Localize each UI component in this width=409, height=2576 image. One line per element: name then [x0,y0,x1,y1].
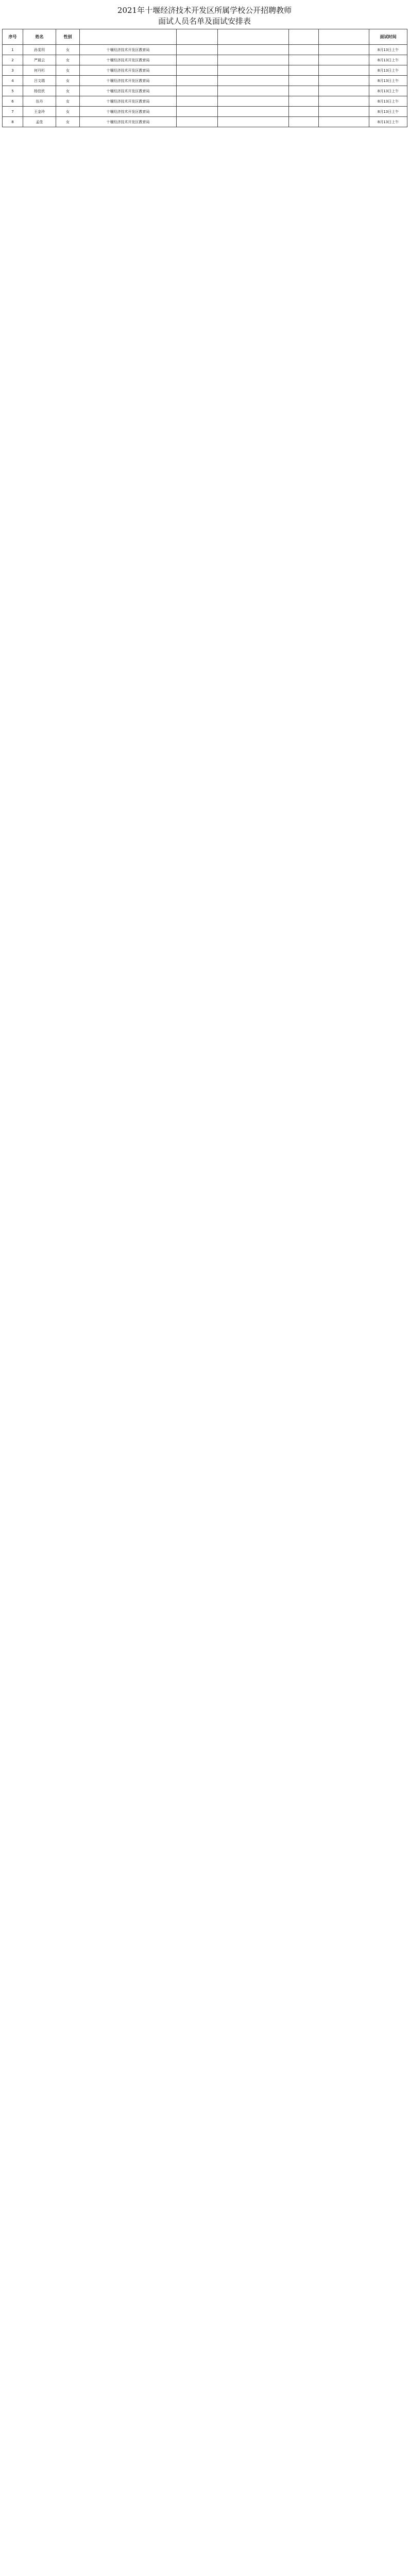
table-cell [319,86,369,96]
table-cell: 吕文瑞 [23,76,56,86]
table-cell [177,65,218,76]
table-cell: 1 [3,45,23,55]
table-cell [218,76,289,86]
table-cell: 8月13日上午 [369,117,407,127]
table-cell [319,55,369,65]
table-cell [218,65,289,76]
header-cell [177,29,218,45]
table-cell: 十堰经济技术开发区教育局 [80,96,177,107]
table-cell: 严晨云 [23,55,56,65]
table-cell [218,45,289,55]
title-line-1: 2021年十堰经济技术开发区所属学校公开招聘教师 [117,6,292,15]
table-cell: 十堰经济技术开发区教育局 [80,107,177,117]
page-title [0,5,409,27]
table-cell: 何丹杉 [23,65,56,76]
header-cell: 姓名 [23,29,56,45]
header-cell: 面试时间 [369,29,407,45]
table-row [3,117,407,127]
table-cell: 十堰经济技术开发区教育局 [80,117,177,127]
table-cell: 8月13日上午 [369,107,407,117]
table-cell: 8月13日上午 [369,76,407,86]
header-cell [319,29,369,45]
table-cell [218,86,289,96]
table-row [3,86,407,96]
table-cell: 4 [3,76,23,86]
table-cell [319,117,369,127]
table-cell: 8月13日上午 [369,86,407,96]
table-cell [289,55,319,65]
table-cell: 女 [56,76,80,86]
header-cell: 性别 [56,29,80,45]
table-row [3,65,407,76]
table-cell [218,96,289,107]
table-row [3,45,407,55]
table-cell [319,96,369,107]
table-cell: 十堰经济技术开发区教育局 [80,65,177,76]
table-cell [319,76,369,86]
table-cell [289,76,319,86]
table-cell: 伍丹 [23,96,56,107]
table-cell: 8 [3,117,23,127]
table-cell: 女 [56,55,80,65]
table-cell: 十堰经济技术开发区教育局 [80,86,177,96]
table-cell [218,107,289,117]
table-cell [177,117,218,127]
table-cell [177,107,218,117]
table-cell: 8月13日上午 [369,65,407,76]
table-cell [218,55,289,65]
table-cell [319,45,369,55]
table-cell: 女 [56,117,80,127]
table-cell: 女 [56,107,80,117]
table-cell [177,76,218,86]
table-cell: 孟佳 [23,117,56,127]
header-cell [80,29,177,45]
table-cell [218,117,289,127]
table-cell: 十堰经济技术开发区教育局 [80,76,177,86]
table-cell: 8月13日上午 [369,96,407,107]
header-cell [218,29,289,45]
table-cell: 8月13日上午 [369,45,407,55]
table-cell: 7 [3,107,23,117]
table-cell: 杨佳欣 [23,86,56,96]
table-cell: 女 [56,45,80,55]
table-cell: 孙雯玥 [23,45,56,55]
table-cell [289,86,319,96]
table-cell [289,96,319,107]
title-line-2: 面试人员名单及面试安排表 [158,16,251,26]
table-cell: 十堰经济技术开发区教育局 [80,55,177,65]
table-cell [289,45,319,55]
table-cell [289,117,319,127]
table-cell [177,96,218,107]
table-cell: 十堰经济技术开发区教育局 [80,45,177,55]
table-row [3,55,407,65]
table-header-row [3,29,407,45]
table-cell: 2 [3,55,23,65]
table-row [3,107,407,117]
table-row [3,76,407,86]
table-cell [319,65,369,76]
table-cell: 3 [3,65,23,76]
table-cell: 女 [56,96,80,107]
table-row [3,96,407,107]
table-cell [289,65,319,76]
header-cell [289,29,319,45]
table-cell [319,107,369,117]
table-cell: 王金玲 [23,107,56,117]
table-cell [177,45,218,55]
candidate-table [2,29,407,127]
table-cell: 5 [3,86,23,96]
header-cell: 序号 [3,29,23,45]
table-cell [177,55,218,65]
table-cell: 6 [3,96,23,107]
table-cell: 女 [56,86,80,96]
table-cell [177,86,218,96]
table-cell [289,107,319,117]
table-cell: 8月13日上午 [369,55,407,65]
table-cell: 女 [56,65,80,76]
